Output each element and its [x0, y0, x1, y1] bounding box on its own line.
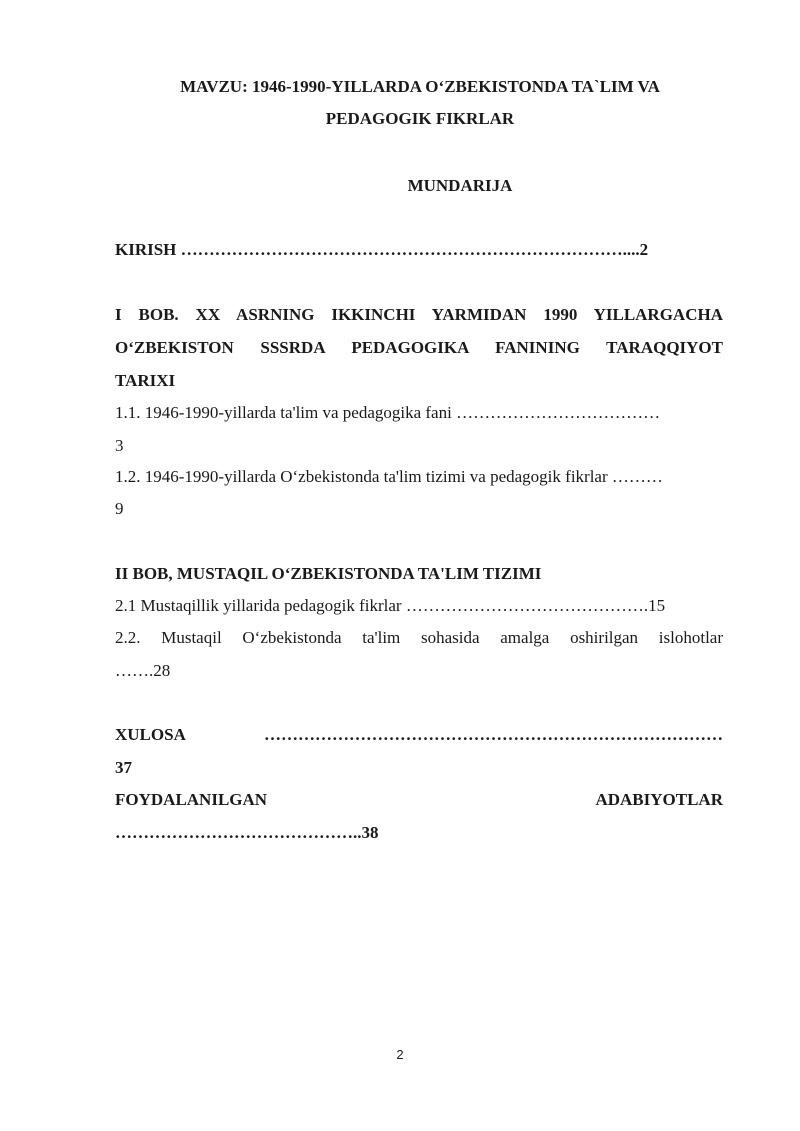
toc-entry-adabiyotlar-page: ……………………………………..38: [115, 823, 379, 842]
toc-entry-kirish: KIRISH ……………………………………………………………………....2: [115, 240, 649, 259]
toc-entry-xulosa-label: XULOSA: [115, 725, 186, 744]
toc-entry-2-2-line-2: …….28: [115, 661, 171, 680]
document-title-line-1: MAVZU: 1946-1990-YILLARDA O‘ZBEKISTONDA TA`LIM VA: [180, 77, 660, 96]
document-title-line-2: PEDAGOGIK FIKRLAR: [325, 109, 515, 128]
toc-entry-xulosa-dots: ………………………………………………………………………: [264, 725, 723, 744]
chapter-1-heading-line-3: TARIXI: [115, 371, 176, 390]
toc-entry-adabiyotlar-row: [115, 789, 723, 811]
toc-entry-2-2-line-1: 2.2. Mustaqil O‘zbekistonda ta'lim sohasida amalga oshirilgan islohotlar: [115, 628, 723, 647]
toc-entry-xulosa-page: 37: [115, 758, 132, 777]
toc-entry-1-1-text: 1.1. 1946-1990-yillarda ta'lim va pedagogika fani ………………………………: [115, 403, 661, 422]
toc-entry-2-1: 2.1 Mustaqillik yillarida pedagogik fikrlar …………………………………….15: [115, 596, 666, 615]
chapter-1-heading-line-2: O‘ZBEKISTON SSSRDA PEDAGOGIKA FANINING TARAQQIYOT: [115, 338, 723, 357]
toc-entry-adabiyotlar-label-right: ADABIYOTLAR: [595, 790, 723, 809]
chapter-2-heading: II BOB, MUSTAQIL O‘ZBEKISTONDA TA'LIM TIZIMI: [115, 564, 542, 583]
toc-entry-xulosa-row: [115, 724, 723, 746]
toc-entry-1-2-page: 9: [115, 499, 124, 518]
toc-entry-adabiyotlar-label-left: FOYDALANILGAN: [115, 790, 268, 809]
toc-heading: MUNDARIJA: [407, 176, 513, 195]
toc-entry-1-2-text: 1.2. 1946-1990-yillarda O‘zbekistonda ta'lim tizimi va pedagogik fikrlar ………: [115, 467, 663, 486]
page-number: 2: [396, 1047, 404, 1062]
toc-entry-1-1-page: 3: [115, 436, 124, 455]
chapter-1-heading-line-1: I BOB. XX ASRNING IKKINCHI YARMIDAN 1990 YILLARGACHA: [115, 305, 723, 324]
